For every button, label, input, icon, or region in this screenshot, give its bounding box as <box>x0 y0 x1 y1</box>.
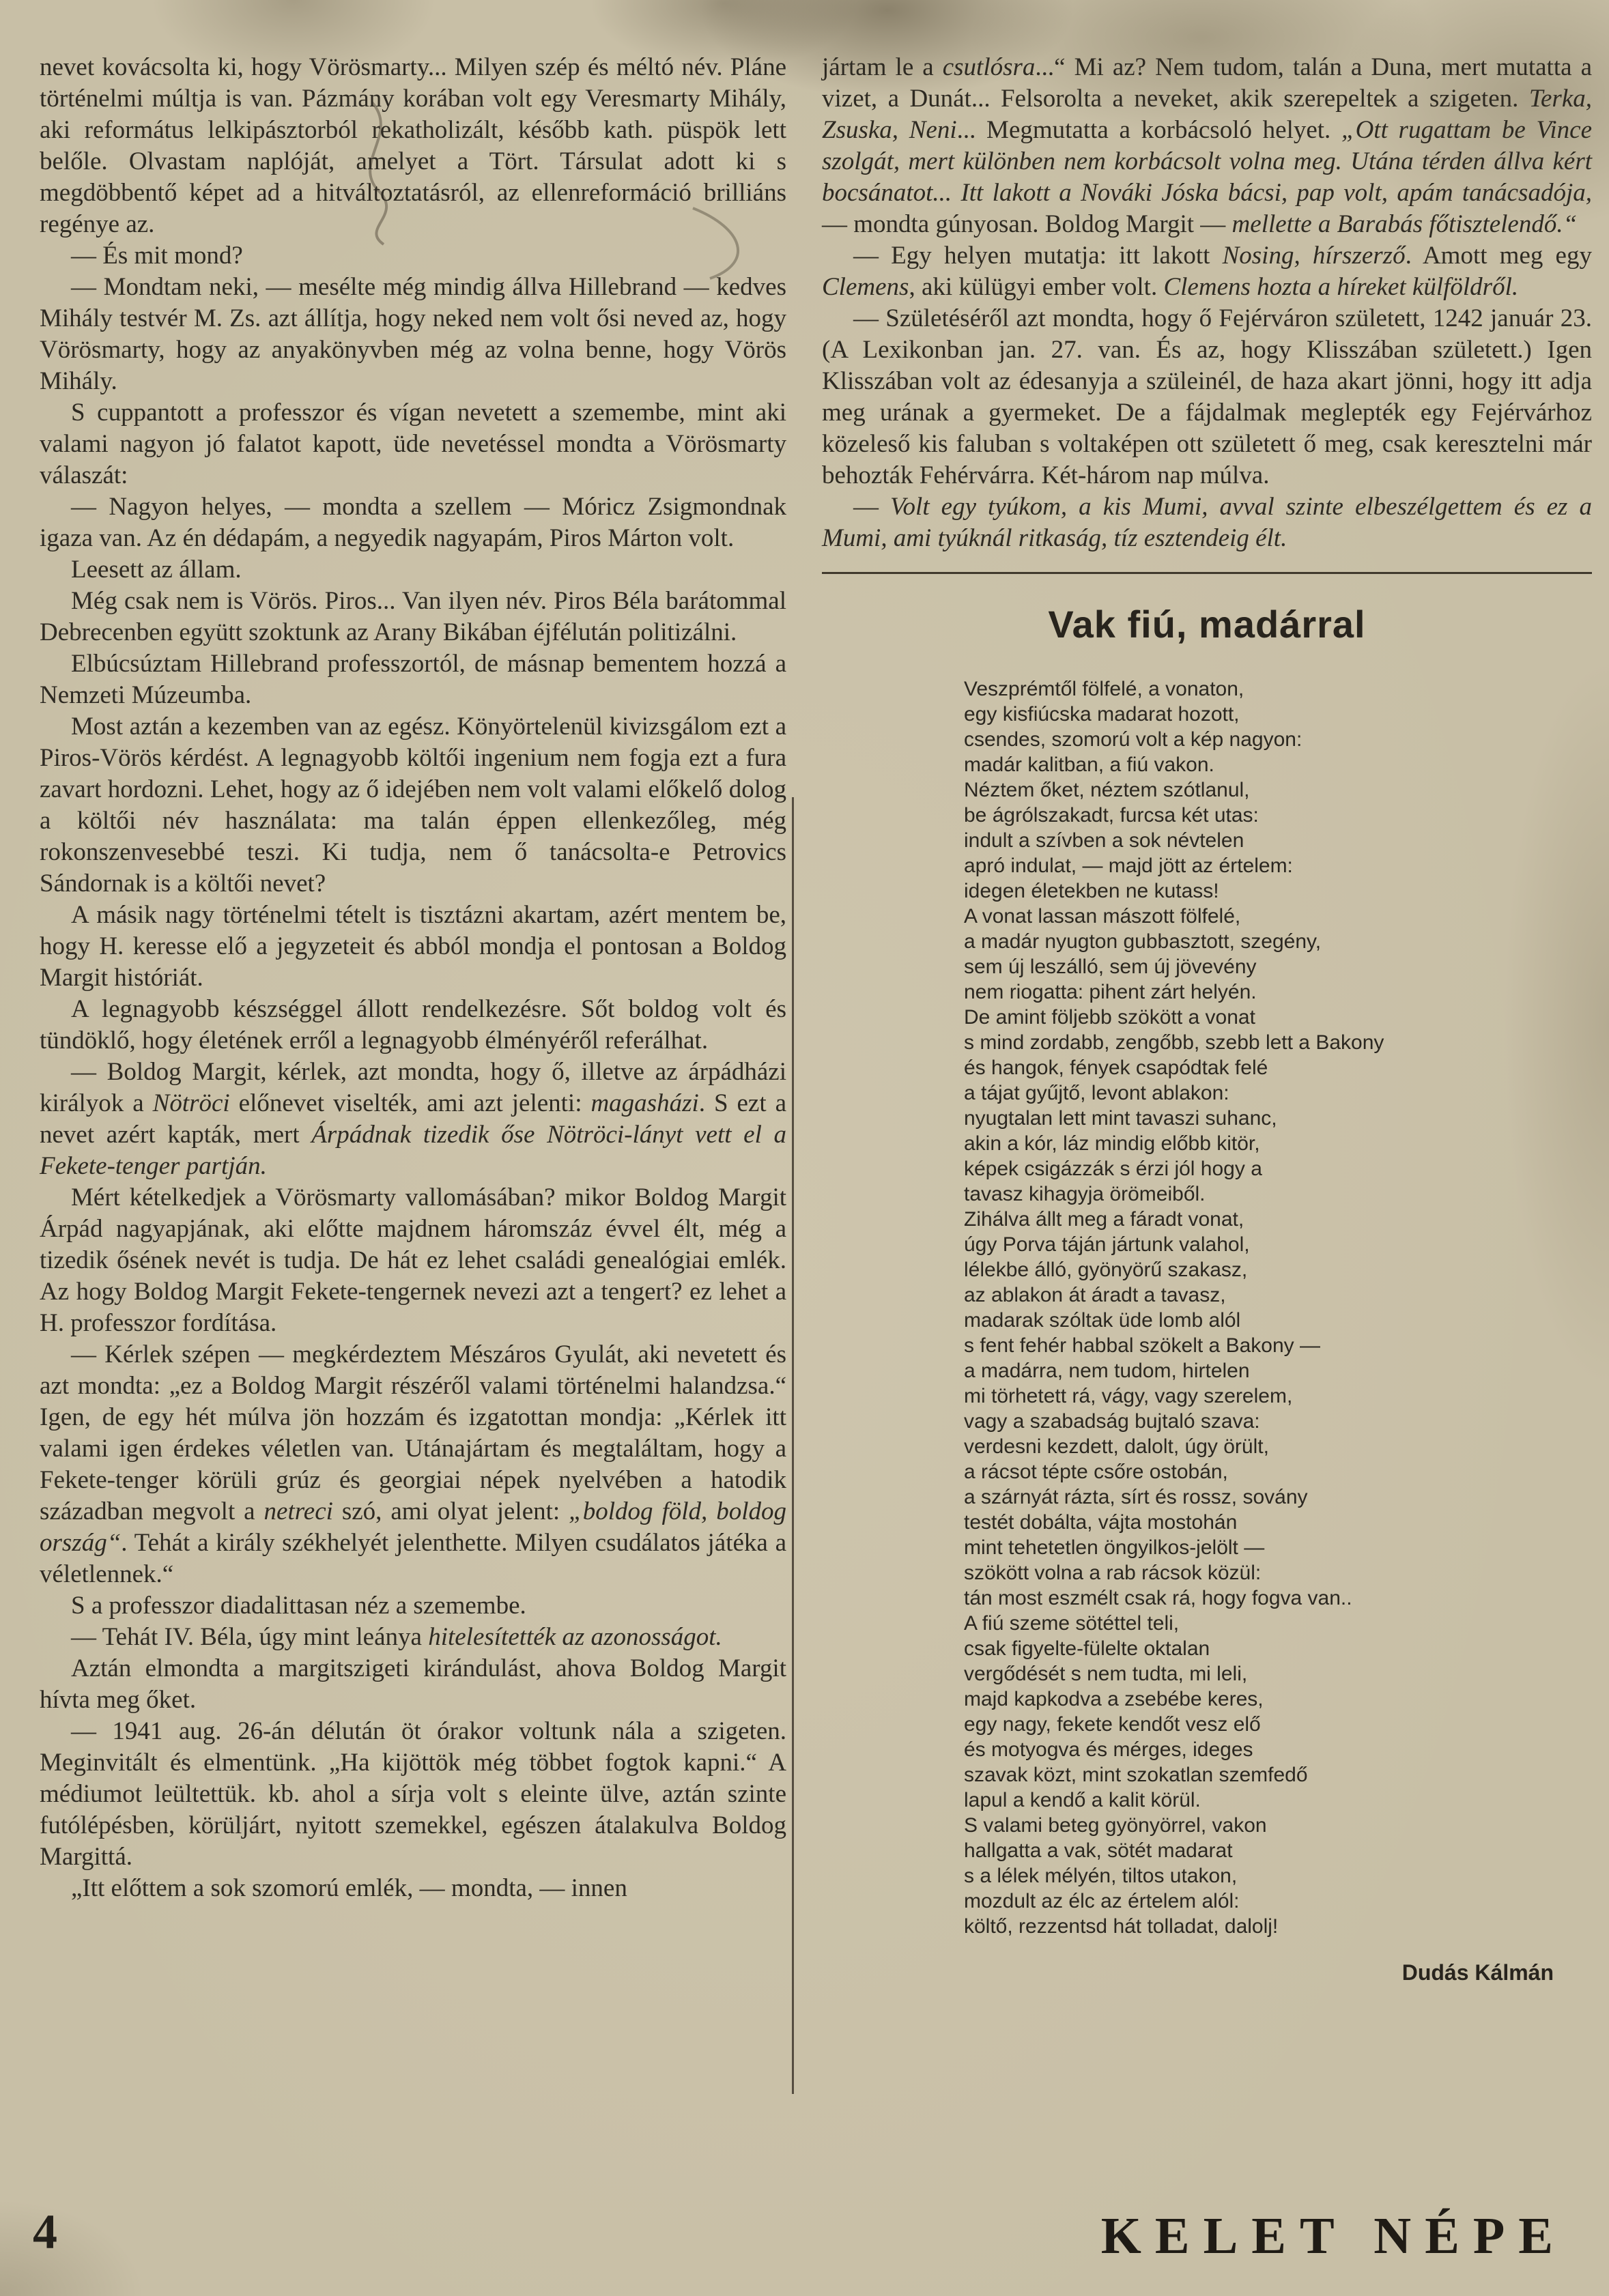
poem-body <box>822 676 1592 1939</box>
poem-line: akin a kór, láz mindig előbb kitör, <box>964 1132 1260 1155</box>
poem-line: indult a szívben a sok névtelen <box>964 829 1244 852</box>
poem-line: A vonat lassan mászott fölfelé, <box>964 905 1241 928</box>
poem-line: csendes, szomorú volt a kép nagyon: <box>964 728 1302 751</box>
poem-line: tán most eszmélt csak rá, hogy fogva van.. <box>964 1587 1352 1609</box>
poem-line: a madár nyugton gubbasztott, szegény, <box>964 930 1322 953</box>
paragraph: — És mit mond? <box>71 242 243 270</box>
poem-line: nyugtalan lett mint tavaszi suhanc, <box>964 1107 1277 1130</box>
paragraph: — Nagyon helyes, — mondta a szellem — Móricz Zsigmondnak igaza van. Az én dédapám, a negyedik nagyapám, Piros Márton volt. <box>40 493 786 552</box>
right-column <box>822 52 1592 1988</box>
right-column-prose <box>822 52 1592 554</box>
poem-line: nem riogatta: pihent zárt helyén. <box>964 981 1257 1003</box>
poem-line: mozdult az élc az értelem alól: <box>964 1890 1240 1912</box>
left-column <box>40 52 786 1988</box>
poem-line: a rácsot tépte csőre ostobán, <box>964 1461 1228 1483</box>
poem-line: mint tehetetlen öngyilkos-jelölt — <box>964 1536 1265 1559</box>
poem-line: majd kapkodva a zsebébe keres, <box>964 1688 1264 1710</box>
poem-line: s a lélek mélyén, tiltos utakon, <box>964 1865 1238 1887</box>
poem-line: idegen életekben ne kutass! <box>964 880 1219 902</box>
poem-line: s mind zordabb, zengőbb, szebb lett a Bakony <box>964 1031 1384 1054</box>
poem-line: Zihálva állt meg a fáradt vonat, <box>964 1208 1244 1231</box>
poem-line: sem új leszálló, sem új jövevény <box>964 956 1257 978</box>
poem-line: és motyogva és mérges, ideges <box>964 1738 1253 1761</box>
paragraph: S cuppantott a professzor és vígan nevetett a szemembe, mint aki valami nagyon jó falatot kapott, üde nevetéssel mondta a Vörösmarty válaszát: <box>40 399 786 489</box>
article-columns <box>40 52 1592 1988</box>
poem-line: a szárnyát rázta, sírt és rossz, sovány <box>964 1486 1308 1508</box>
poem-line: és hangok, fények csapódtak felé <box>964 1057 1268 1079</box>
poem-line: vergődését s nem tudta, mi leli, <box>964 1663 1248 1685</box>
paragraph: — Egy helyen mutatja: itt lakott Nosing, hírszerző. Amott meg egy Clemens, aki külügyi ember volt. Clemens hozta a híreket külföldről. <box>822 242 1592 301</box>
paragraph: — Kérlek szépen — megkérdeztem Mészáros Gyulát, aki nevetett és azt mondta: „ez a Boldog Margit részéről valami történelmi halandzsa.“ Igen, de egy hét múlva jön hozzám és izgatottan mondja: „Kérlek itt valami igen érdekes véletlen van. Utánajártam és megtaláltam, hogy a Fekete-tenger körüli grúz és georgiai népek nyelvében a hatodik században megvolt a netreci szó, ami olyat jelent: „boldog föld, boldog ország“. Tehát a király székhelyét jelenthette. Milyen csudálatos játéka a véletlennek.“ <box>40 1340 786 1588</box>
poem-line: úgy Porva táján jártunk valahol, <box>964 1233 1250 1256</box>
poem-line: szavak közt, mint szokatlan szemfedő <box>964 1764 1308 1786</box>
paragraph: Most aztán a kezemben van az egész. Könyörtelenül kivizsgálom ezt a Piros-Vörös kérdést. A legnagyobb költői ingenium nem fogja ezt a fura zavart hordozni. Lehet, hogy az ő idejében nem volt valami előkelő dolog a költői név használata: ma talán éppen ellenkezőleg, még rokonszenvesebbé teszi. Ki tudja, nem ő tanácsolta-e Petrovics Sándornak is a költői nevet? <box>40 713 786 898</box>
poem-section <box>822 572 1592 1988</box>
poem-line: képek csigázzák s érzi jól hogy a <box>964 1158 1262 1180</box>
poem-line: az ablakon át áradt a tavasz, <box>964 1284 1226 1306</box>
paragraph: Még csak nem is Vörös. Piros... Van ilyen név. Piros Béla barátommal Debrecenben együtt szoktunk az Arany Bikában éjfélután politizálni. <box>40 587 786 646</box>
paragraph: nevet kovácsolta ki, hogy Vörösmarty... Milyen szép és méltó név. Pláne történelmi múltja is van. Pázmány korában volt egy Veresmarty Mihály, aki református lelkipásztorból rekatholizált, később kath. püspök lett belőle. Olvastam naplóját, amelyet a Tört. Társulat adott ki s megdöbbentő képet ad a hitváltoztatásról, az ellenreformáció brilliáns regénye az. <box>40 53 786 238</box>
poem-line: Veszprémtől fölfelé, a vonaton, <box>964 678 1244 700</box>
poem-line: be ágrólszakadt, furcsa két utas: <box>964 804 1259 827</box>
paragraph: — Boldog Margit, kérlek, azt mondta, hogy ő, illetve az árpádházi királyok a Nötröci előnevet viselték, ami azt jelenti: magasházi. S ezt a nevet azért kapták, mert Árpádnak tizedik őse Nötröci-lányt vett el a Fekete-tenger partján. <box>40 1058 787 1180</box>
poem-line: s fent fehér habbal szökelt a Bakony — <box>964 1334 1320 1357</box>
paragraph: — Mondtam neki, — mesélte még mindig állva Hillebrand — kedves Mihály testvér M. Zs. azt állítja, hogy neked nem volt ősi neved az, hogy Vörösmarty, hogy az anyakönyvben még az volna benne, hogy Vörös Mihály. <box>40 273 786 395</box>
poem-line: A fiú szeme sötéttel teli, <box>964 1612 1180 1635</box>
paragraph: A másik nagy történelmi tételt is tisztázni akartam, azért mentem be, hogy H. keresse elő a jegyzeteit és abból mondja el pontosan a Boldog Margit históriát. <box>40 901 786 992</box>
paragraph: „Itt előttem a sok szomorú emlék, — mondta, — innen <box>71 1874 627 1902</box>
section-divider-rule <box>822 572 1592 574</box>
poem-line: verdesni kezdett, dalolt, úgy örült, <box>964 1435 1269 1458</box>
poem-line: madarak szóltak üde lomb alól <box>964 1309 1241 1332</box>
poem-line: hallgatta a vak, sötét madarat <box>964 1839 1233 1862</box>
page-number: 4 <box>33 2205 57 2259</box>
poem-title: Vak fiú, madárral <box>1048 603 1366 646</box>
paragraph: Elbúcsúztam Hillebrand professzortól, de másnap bementem hozzá a Nemzeti Múzeumba. <box>40 650 786 709</box>
paragraph: Mért kételkedjek a Vörösmarty vallomásában? mikor Boldog Margit Árpád nagyapjának, aki előtte majdnem háromszáz évvel élt, még a tizedik ősének nevét is tudja. De hát ez lehet családi genealógiai emlék. Az hogy Boldog Margit Fekete-tengernek nevezi azt a tengert? ez lehet a H. professzor fordítása. <box>40 1183 786 1337</box>
poem-line: tavasz kihagyja örömeiből. <box>964 1183 1206 1205</box>
poem-line: egy nagy, fekete kendőt vesz elő <box>964 1713 1261 1736</box>
poem-line: szökött volna a rab rácsok közül: <box>964 1562 1262 1584</box>
poem-line: Néztem őket, néztem szótlanul, <box>964 779 1250 801</box>
poem-line: mi törhetett rá, vágy, vagy szerelem, <box>964 1385 1293 1407</box>
poem-line: vagy a szabadság bujtaló szava: <box>964 1410 1260 1433</box>
paragraph: Aztán elmondta a margitszigeti kirándulást, ahova Boldog Margit hívta meg őket. <box>40 1654 786 1714</box>
paragraph: — Születéséről azt mondta, hogy ő Fejérváron született, 1242 január 23. (A Lexikonban jan. 27. van. És az, hogy Klisszában született.) Igen Klisszában volt az édesanyja a szüleinél, de haza akart jönni, hogy itt adja meg urának a gyermeket. De a fájdalmak meglepték egy Fejérvárhoz közeleső kis faluban s voltaképen ott született ő meg, csak keresztelni már behozták Fehérvárra. Két-három nap múlva. <box>822 304 1592 489</box>
paragraph: A legnagyobb készséggel állott rendelkezésre. Sőt boldog volt és tündöklő, hogy életének erről a legnagyobb élményéről referálhat. <box>40 995 786 1054</box>
paragraph: — 1941 aug. 26-án délután öt órakor voltunk nála a szigeten. Meginvitált és elmentünk. „Ha kijöttök még többet fogtok kapni.“ A médiumot leültettük. kb. ahol a sírja volt s eleinte ülve, aztán szinte futólépésben, körüljárt, nyitott szemekkel, egészen átalakulva Boldog Margittá. <box>40 1717 786 1871</box>
poem-line: költő, rezzentsd hát tolladat, dalolj! <box>964 1915 1279 1938</box>
poem-line: apró indulat, — majd jött az értelem: <box>964 855 1293 877</box>
paragraph: Leesett az állam. <box>71 556 242 584</box>
poem-line: S valami beteg gyönyörrel, vakon <box>964 1814 1267 1837</box>
poem-line: a madárra, nem tudom, hirtelen <box>964 1360 1250 1382</box>
poem-line: lélekbe álló, gyönyörű szakasz, <box>964 1259 1248 1281</box>
masthead: KELET NÉPE <box>1100 2207 1567 2265</box>
poem-author: Dudás Kálmán <box>1401 1960 1554 1985</box>
poem-line: testét dobálta, vájta mostohán <box>964 1511 1238 1534</box>
poem-line: egy kisfiúcska madarat hozott, <box>964 703 1240 726</box>
poem-line: lapul a kendő a kalit körül. <box>964 1789 1201 1811</box>
poem-line: csak figyelte-fülelte oktalan <box>964 1637 1210 1660</box>
paragraph: — Volt egy tyúkom, a kis Mumi, avval szinte elbeszélgettem és ez a Mumi, ami tyúknál ritkaság, tíz esztendeig élt. <box>822 493 1593 552</box>
poem-line: madár kalitban, a fiú vakon. <box>964 754 1214 776</box>
paragraph: — Tehát IV. Béla, úgy mint leánya hitelesítették az azonosságot. <box>71 1623 722 1651</box>
poem-line: De amint följebb szökött a vonat <box>964 1006 1255 1029</box>
paragraph: S a professzor diadalittasan néz a szemembe. <box>71 1592 526 1620</box>
column-divider-rule <box>792 797 794 2094</box>
paragraph: jártam le a csutlósra...“ Mi az? Nem tudom, talán a Duna, mert mutatta a vizet, a Dunát... Felsorolta a neveket, akik szerepeltek a szigeten. Terka, Zsuska, Neni... Megmutatta a korbácsoló helyet. „Ott rugattam be Vince szolgát, mert különben nem korbácsolt volna meg. Utána térden állva kért bocsánatot... Itt lakott a Nováki Jóska bácsi, pap volt, apám tanácsadója, — mondta gúnyosan. Boldog Margit — mellette a Barabás főtisztelendő.“ <box>822 53 1592 238</box>
poem-line: a tájat gyűjtő, levont ablakon: <box>964 1082 1229 1104</box>
